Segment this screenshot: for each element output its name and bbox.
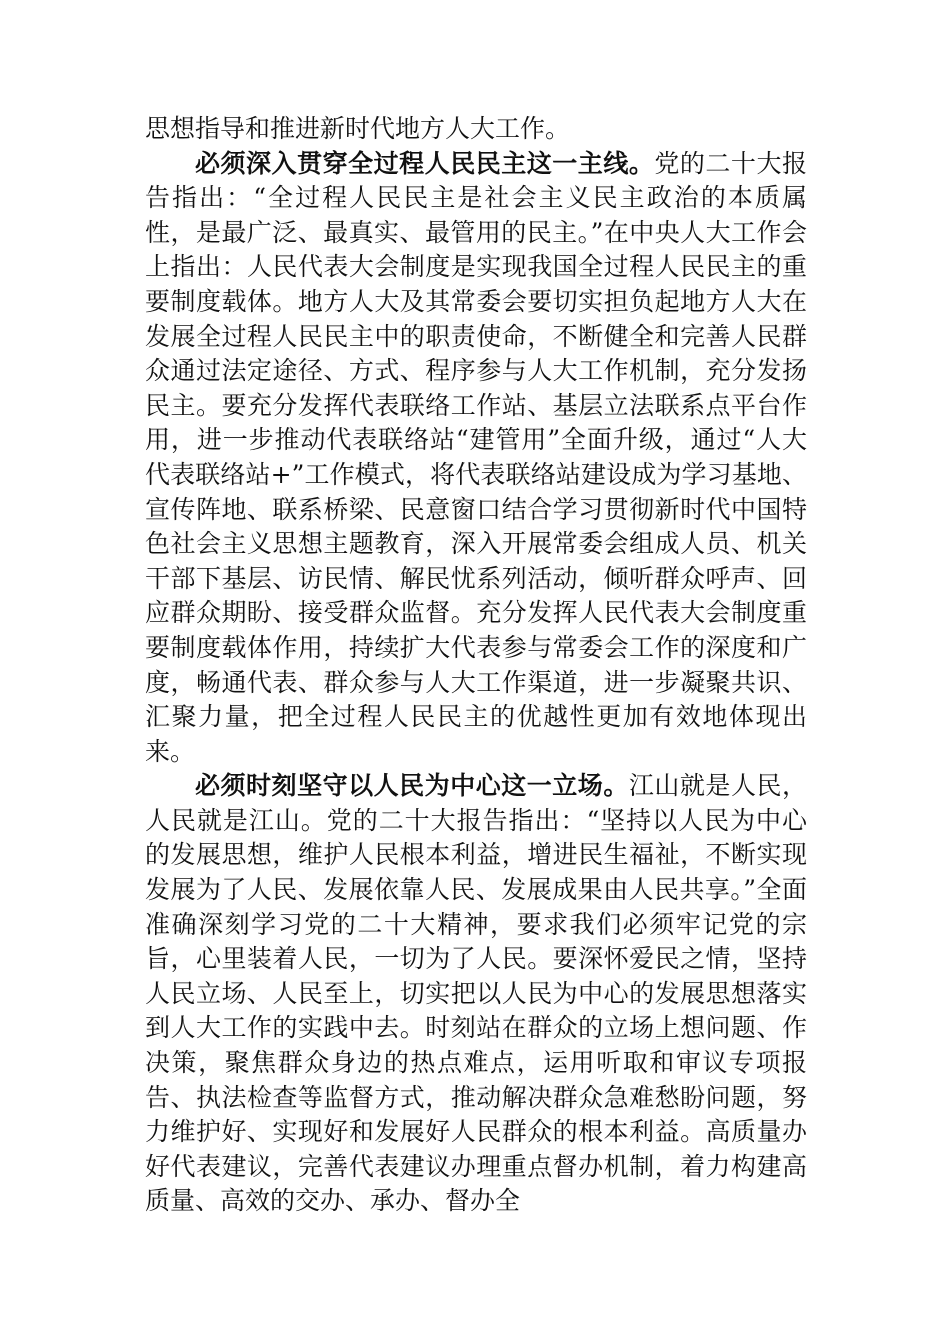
document-body: [145, 112, 807, 1219]
paragraph-whole-process-democracy: [145, 147, 807, 770]
paragraph-text: 江山就是人民，人民就是江山。党的二十大报告指出：“坚持以人民为中心的发展思想，维护人民根本利益，增进民生福祉，不断实现发展为了人民、发展依靠人民、发展成果由人民共享。”全面准确深刻学习党的二十大精神，要求我们必须牢记党的宗旨，心里装着人民，一切为了人民。要深怀爱民之情，坚持人民立场、人民至上，切实把以人民为中心的发展思想落实到人大工作的实践中去。时刻站在群众的立场上想问题、作决策，聚焦群众身边的热点难点，运用听取和审议专项报告、执法检查等监督方式，推动解决群众急难愁盼问题，努力维护好、实现好和发展好人民群众的根本利益。高质量办好代表建议，完善代表建议办理重点督办机制，着力构建高质量、高效的交办、承办、督办全: [145, 771, 807, 1216]
paragraph-text: 党的二十大报告指出：“全过程人民民主是社会主义民主政治的本质属性，是最广泛、最真实、最管用的民主。”在中央人大工作会上指出：人民代表大会制度是实现我国全过程人民民主的重要制度载体。地方人大及其常委会要切实担负起地方人大在发展全过程人民民主中的职责使命，不断健全和完善人民群众通过法定途径、方式、程序参与人大工作机制，充分发扬民主。要充分发挥代表联络工作站、基层立法联系点平台作用，进一步推动代表联络站“建管用”全面升级，通过“人大代表联络站+”工作模式，将代表联络站建设成为学习基地、宣传阵地、联系桥梁、民意窗口结合学习贯彻新时代中国特色社会主义思想主题教育，深入开展常委会组成人员、机关干部下基层、访民情、解民忧系列活动，倾听群众呼声、回应群众期盼、接受群众监督。充分发挥人民代表大会制度重要制度载体作用，持续扩大代表参与常委会工作的深度和广度，畅通代表、群众参与人大工作渠道，进一步凝聚共识、汇聚力量，把全过程人民民主的优越性更加有效地体现出来。: [145, 148, 807, 766]
paragraph-lead-heading: 必须时刻坚守以人民为中心这一立场。: [195, 771, 629, 801]
paragraph-continuation: [145, 112, 807, 147]
paragraph-people-centered: [145, 769, 807, 1219]
paragraph-lead-heading: 必须深入贯穿全过程人民民主这一主线。: [195, 148, 655, 178]
paragraph-text: 思想指导和推进新时代地方人大工作。: [145, 114, 571, 143]
